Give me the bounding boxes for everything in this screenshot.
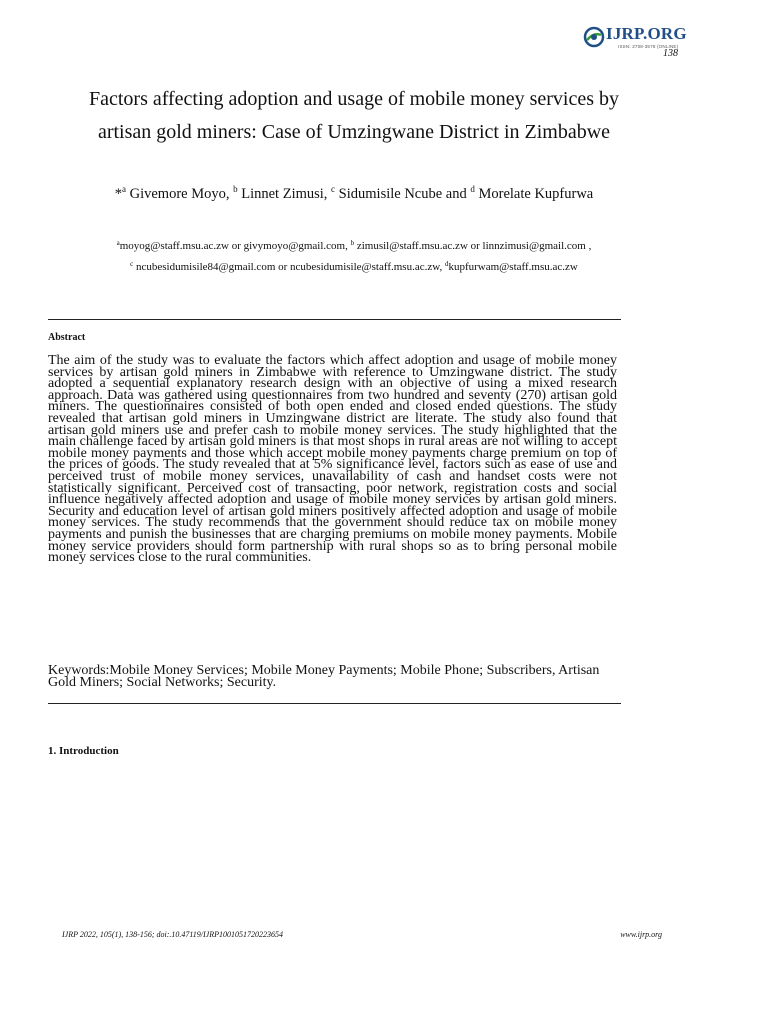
footer-website[interactable]: www.ijrp.org [620,930,662,939]
top-divider [48,319,621,320]
bottom-divider [48,703,621,704]
email-d[interactable]: kupfurwam@staff.msu.ac.zw [448,261,578,273]
email-b[interactable]: zimusil@staff.msu.ac.zw or linnzimusi@gmail.com , [356,240,592,252]
author-list [40,186,668,203]
author-2: $^b$ Linnet Zimusi, [233,184,328,202]
author-4: $^d$ Morelate Kupfurwa [470,184,594,202]
paper-title [40,83,668,149]
author-3: $^c$ Sidumisile Ncube and [331,184,467,202]
abstract-heading: Abstract [48,332,86,343]
author-emails-line-2: $^c$ ncubesidumisile84@gmail.com or ncubesidumisile@staff.msu.ac.zw, $^d$kupfurwam@staff.msu.ac.zw [130,260,578,273]
title-line-1: Factors affecting adoption and usage of mobile money services by [88,88,620,110]
title-line-2: artisan gold miners: Case of Umzingwane District in Zimbabwe [97,121,611,143]
email-c[interactable]: ncubesidumisile84@gmail.com or ncubesidumisile@staff.msu.ac.zw, [136,261,443,273]
logo-tagline: ISSN: 2708-3578 (ONLINE) [618,44,679,49]
keywords: Keywords:Mobile Money Services; Mobile Money Payments; Mobile Phone; Subscribers, Artisan Gold Miners; Social Networks; Security. [48,663,600,690]
page-number: 138 [663,48,678,59]
author-emails-line-1: $^a$moyog@staff.msu.ac.zw or givymoyo@gmail.com, $^b$ zimusil@staff.msu.ac.zw or linnzimusi@gmail.com , [116,239,592,252]
globe-icon [583,26,605,48]
logo-text: IJRP.ORG [606,24,687,43]
abstract-text: The aim of the study was to evaluate the factors which affect adoption and usage of mobile money services by artisan gold miners in Zimbabwe with reference to Umzingwane district. The study adopted a sequential explanatory research design with an objective of using a mixed research approach. Data was gathered using questionnaires from two hundred and seventy (270) artisan gold miners. The questionnaires consisted of both open ended and closed ended questions. The study revealed that artisan gold miners in Umzingwane district are literate. The study also found that artisan gold miners use and prefer cash to mobile money services. The study highlighted that the main challenge faced by artisan gold miners is that most shops in rural areas are not willing to accept mobile money payments and those which accept mobile money payments charge premium on top of the prices of goods. The study revealed that at 5% significance level, factors such as ease of use and perceived trust of mobile money services, unavailability of cash and handset costs were not statistically significant. Perceived cost of transacting, poor network, registration costs and social influence negatively affected adoption and usage of mobile money services by artisan gold miners. Security and education level of artisan gold miners positively affected adoption and usage of mobile money services. The study recommends that the government should reduce tax on mobile money payments and punish the businesses that are charging premiums on mobile money payments. Mobile money service providers should form partnership with rural shops so as to bring personal mobile money services close to the rural communities. [48,353,617,566]
email-a[interactable]: moyog@staff.msu.ac.zw or givymoyo@gmail.com, [119,240,348,252]
section-heading-introduction: 1. Introduction [48,745,119,757]
footer-citation: IJRP 2022, 105(1), 138-156; doi:.10.47119/IJRP1001051720223654 [62,930,284,939]
author-1: *$^a$ Givemore Moyo, [114,184,230,202]
